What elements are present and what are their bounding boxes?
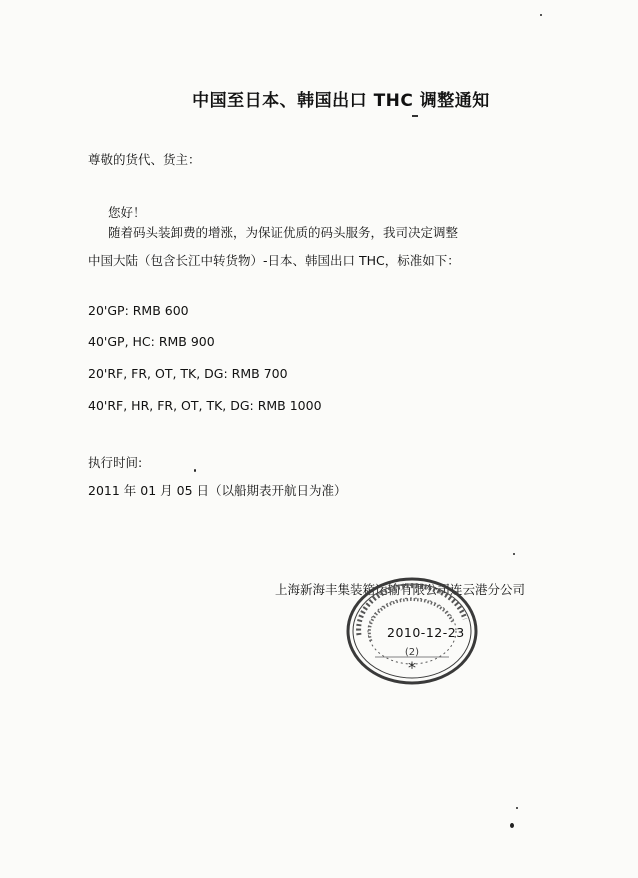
rate-line: 40'GP, HC: RMB 900	[88, 334, 215, 349]
scan-speck	[516, 807, 518, 809]
stamp-date: 2010-12-23	[387, 625, 465, 640]
company-signature: 上海新海丰集装箱运输有限公司连云港分公司	[275, 582, 526, 597]
effective-time-label: 执行时间:	[88, 455, 143, 470]
svg-text:*: *	[408, 658, 416, 677]
scan-mark	[412, 115, 418, 117]
rate-line: 20'GP: RMB 600	[88, 303, 189, 318]
notice-title: 中国至日本、韩国出口 THC 调整通知	[192, 91, 490, 111]
scan-speck	[510, 823, 514, 828]
greeting-text: 尊敬的货代、货主：	[88, 152, 201, 167]
body-paragraph-line2: 中国大陆（包含长江中转货物）-日本、韩国出口 THC，标准如下：	[88, 253, 460, 268]
svg-text:(2): (2)	[404, 647, 420, 658]
body-paragraph-line1: 随着码头装卸费的增涨，为保证优质的码头服务，我司决定调整	[108, 225, 459, 240]
rate-line: 40'RF, HR, FR, OT, TK, DG: RMB 1000	[88, 398, 322, 413]
effective-date: 2011 年 01 月 05 日（以船期表开航日为准）	[88, 483, 347, 498]
rate-line: 20'RF, FR, OT, TK, DG: RMB 700	[88, 366, 288, 381]
scan-speck	[194, 469, 196, 472]
scan-speck	[513, 553, 515, 555]
hello-text: 您好！	[108, 205, 146, 220]
scan-speck	[540, 14, 542, 16]
